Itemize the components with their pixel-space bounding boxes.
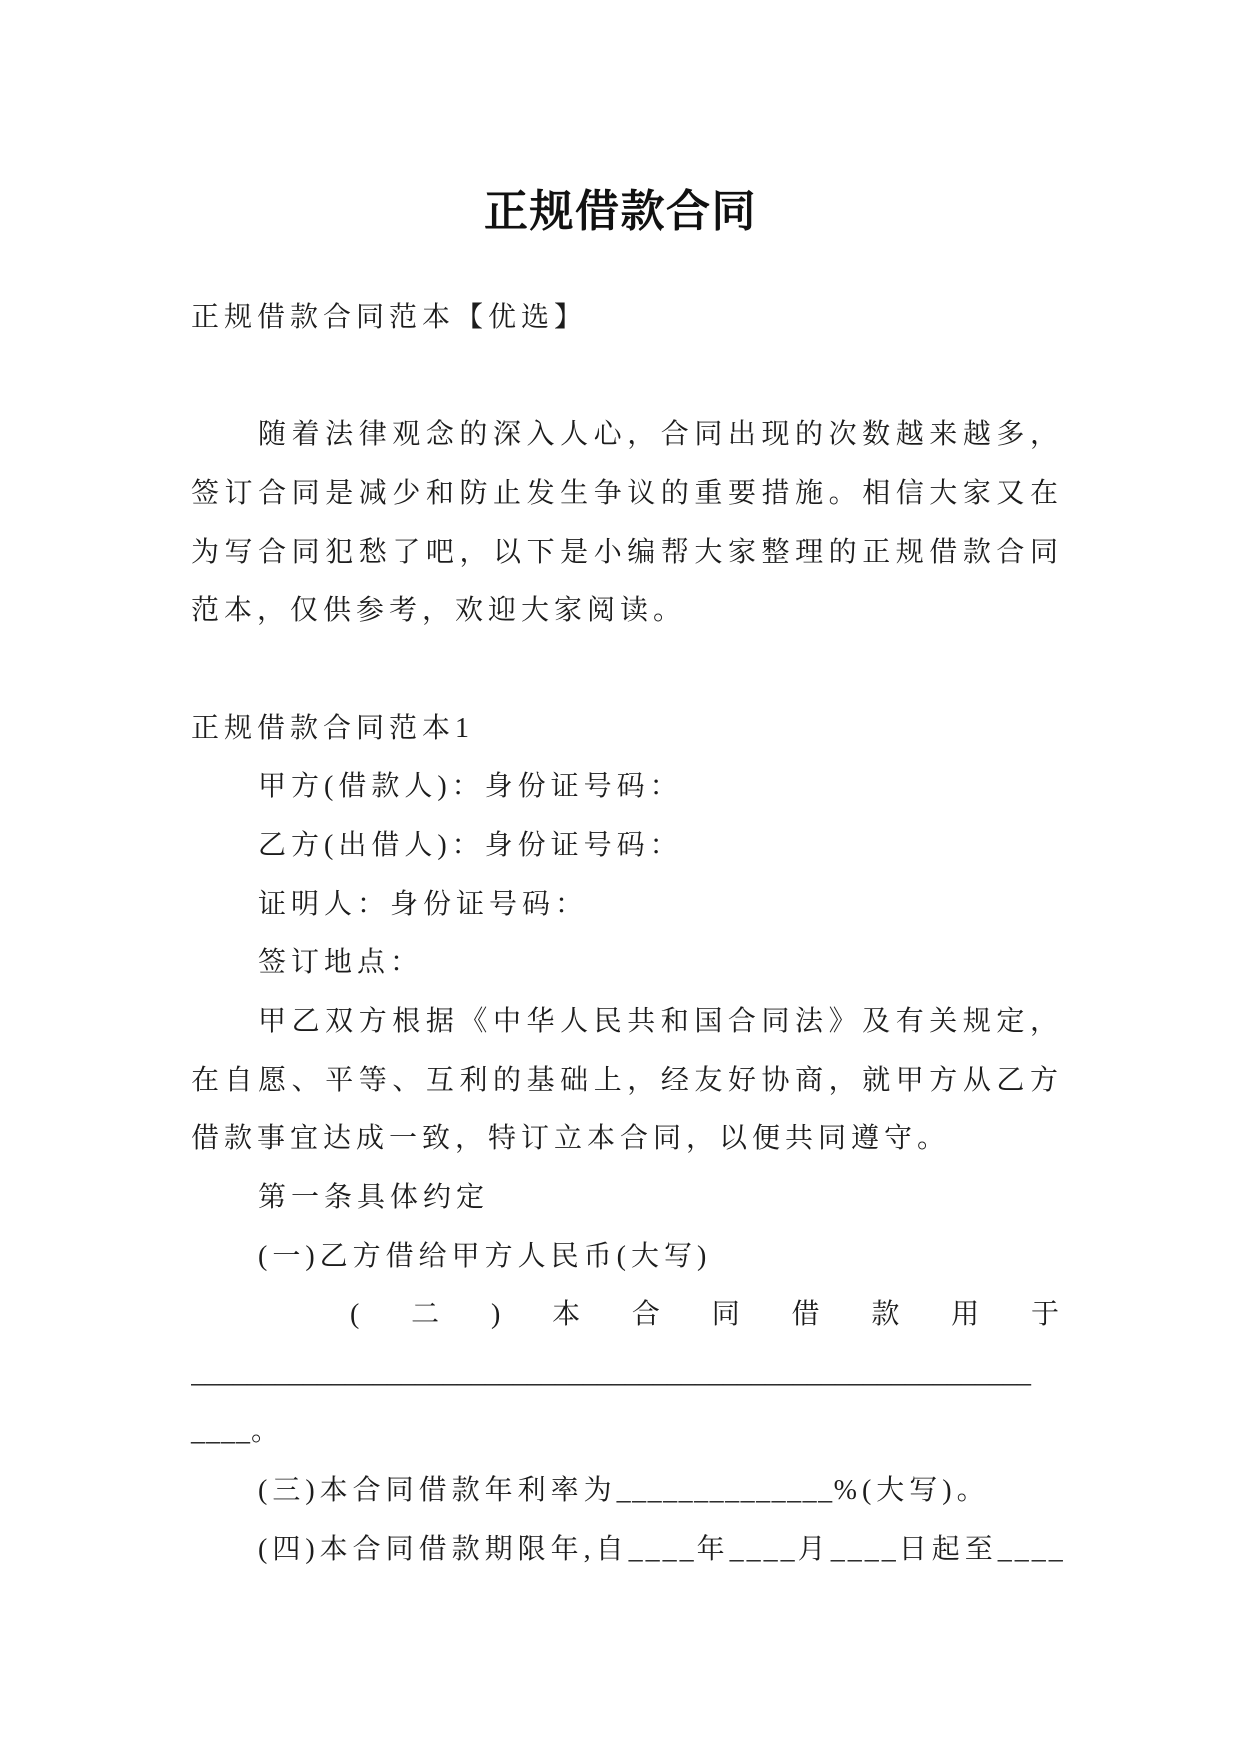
blank-line (191, 641, 1059, 700)
spread-char: ( (350, 1299, 360, 1331)
spread-char: ) (490, 1299, 501, 1331)
clause-2 (191, 1286, 1059, 1345)
clause-2-blank-line (191, 1345, 1042, 1404)
clause-3 (191, 1462, 1059, 1521)
spread-char: 于 (1030, 1299, 1059, 1331)
spread-char: 本 (552, 1299, 581, 1331)
fill-in-blank: ____ (830, 1533, 899, 1565)
party-witness: 证明人：身份证号码： (258, 888, 589, 920)
intro-line: 签订合同是减少和防止发生争议的重要措施。相信大家又在 (191, 477, 1059, 509)
fill-in-blank: ____ (997, 1533, 1066, 1565)
party-borrower: 甲方(借款人)：身份证号码： (258, 771, 683, 803)
preamble-line: 在自愿、平等、互利的基础上，经友好协商，就甲方从乙方 (191, 1064, 1059, 1096)
intro-line: 随着法律观念的深入人心，合同出现的次数越来越多， (258, 419, 1059, 451)
spread-char: 合 (631, 1299, 660, 1331)
clause-2-end-mark: 。 (251, 1416, 285, 1448)
clause-4-text: (四)本合同借款期限年,自 (258, 1533, 629, 1565)
document-body (191, 289, 1066, 1579)
document-subtitle: 正规借款合同范本【优选】 (191, 302, 588, 333)
spread-char: 借 (791, 1299, 820, 1331)
clause-4 (191, 1521, 1066, 1580)
clause-3-suffix: %(大写)。 (833, 1475, 990, 1507)
intro-line: 为写合同犯愁了吧，以下是小编帮大家整理的正规借款合同 (191, 536, 1059, 568)
spread-char: 用 (951, 1299, 980, 1331)
fill-in-blank: ______________ (616, 1475, 834, 1507)
intro-line: 范本，仅供参考，欢迎大家阅读。 (191, 595, 687, 627)
clause-4-year-label: 年 (696, 1533, 730, 1565)
document-title: 正规借款合同 (484, 187, 757, 237)
preamble-line: 甲乙双方根据《中华人民共和国合同法》及有关规定， (258, 1005, 1059, 1037)
blank-line (191, 348, 1059, 407)
spread-char: 款 (871, 1299, 900, 1331)
article-1-heading: 第一条具体约定 (258, 1181, 490, 1213)
fill-in-blank: ____ (628, 1533, 697, 1565)
spread-char: 二 (411, 1299, 440, 1331)
sample-heading: 正规借款合同范本1 (191, 712, 475, 744)
clause-1: (一)乙方借给甲方人民币(大写) (258, 1240, 712, 1272)
fill-in-blank: ____ (729, 1533, 798, 1565)
clause-2-tail (191, 1403, 1059, 1462)
clause-4-month-label: 月 (797, 1533, 831, 1565)
spread-char: 同 (711, 1299, 740, 1331)
signing-place: 签订地点： (258, 947, 424, 979)
preamble-line: 借款事宜达成一致，特订立本合同，以便共同遵守。 (191, 1123, 951, 1155)
fill-in-blank: ____ (191, 1416, 251, 1448)
clause-4-day-label: 日起至 (898, 1533, 998, 1565)
party-lender: 乙方(出借人)：身份证号码： (258, 829, 683, 861)
clause-3-text: (三)本合同借款年利率为 (258, 1475, 617, 1507)
fill-in-blank: ____________________________________________________________ (191, 1357, 1031, 1389)
